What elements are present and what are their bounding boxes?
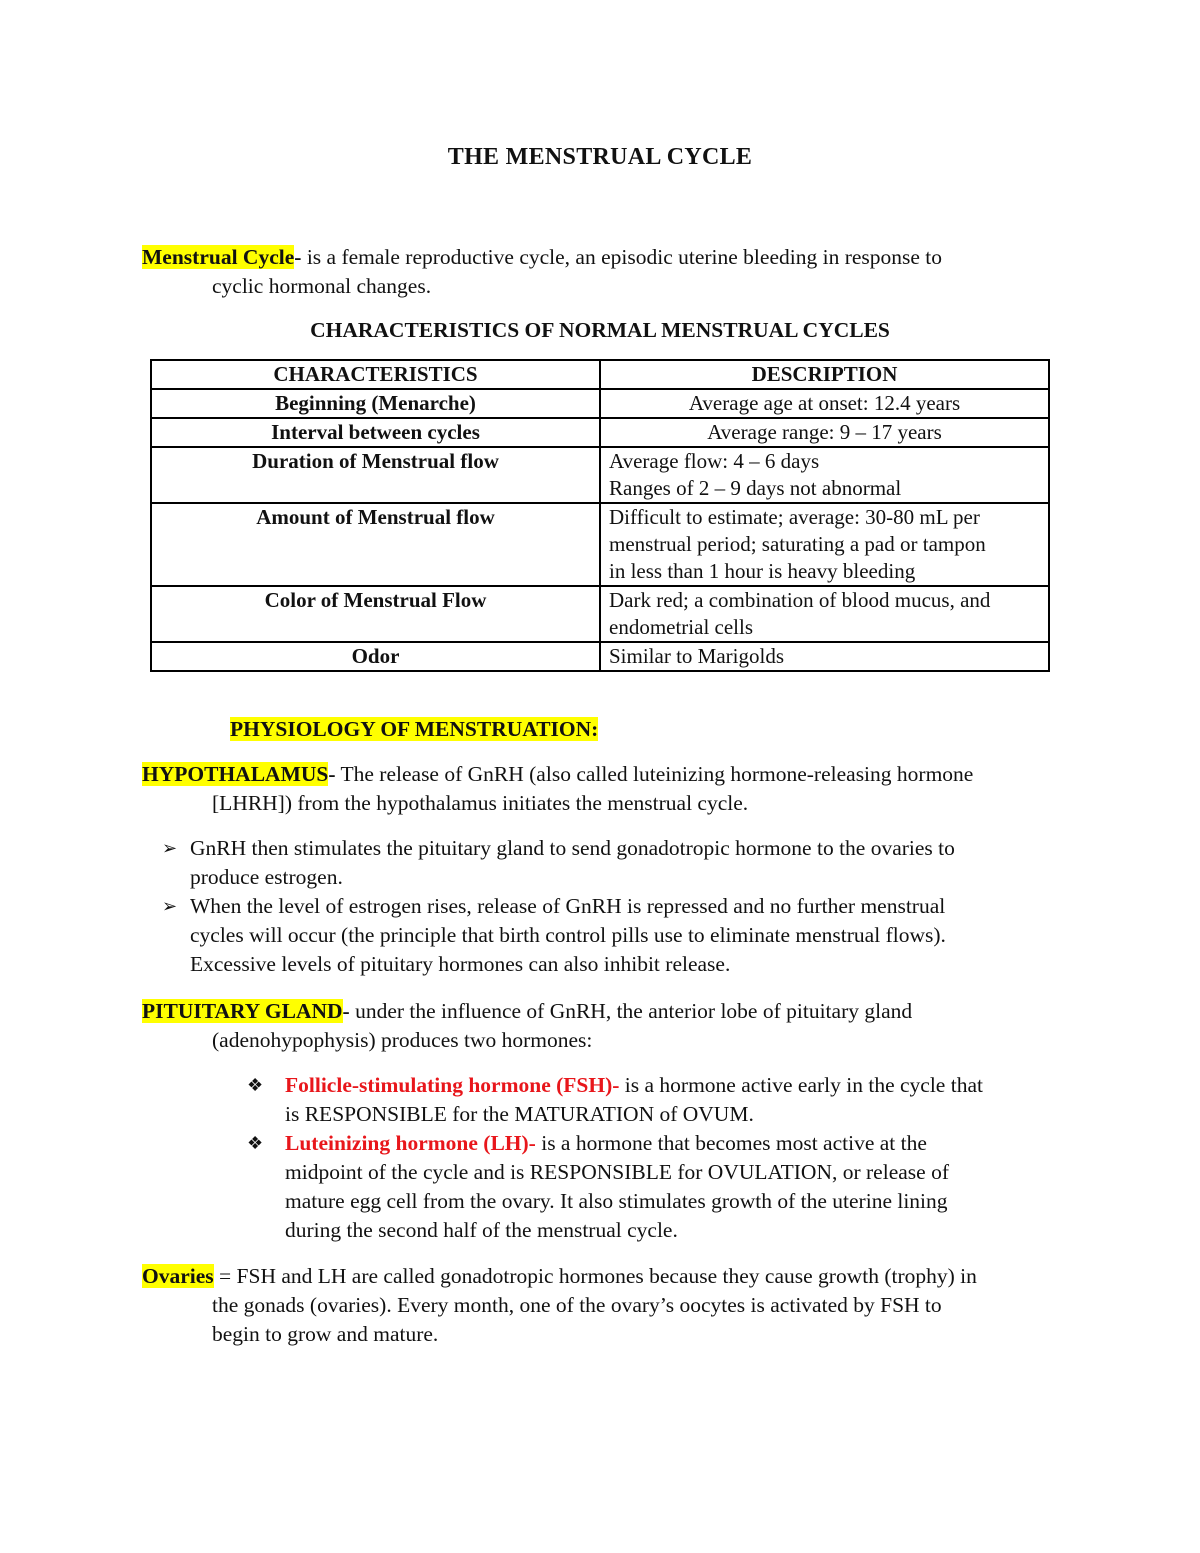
bullet-line [285, 1129, 1075, 1158]
description-line: Average flow: 4 – 6 days [609, 449, 820, 473]
pituitary-hormones [235, 1071, 1075, 1245]
list-item [140, 892, 1040, 979]
header-description: DESCRIPTION [600, 360, 1049, 389]
row-characteristic: Amount of Menstrual flow [151, 503, 600, 586]
hypothalamus-line2: [LHRH]) from the hypothalamus initiates the menstrual cycle. [212, 791, 749, 815]
table-row [151, 586, 1049, 642]
bullet-line: cycles will occur (the principle that birth control pills use to eliminate menstrual flows). [190, 923, 946, 947]
intro-line1: is a female reproductive cycle, an episodic uterine bleeding in response to [301, 245, 943, 269]
hypothalamus-term: HYPOTHALAMUS [142, 762, 329, 786]
bullet-line: during the second half of the menstrual cycle. [285, 1218, 678, 1242]
arrow-bullet-icon: ➢ [162, 896, 178, 916]
arrow-bullet-icon: ➢ [162, 838, 178, 858]
table-title: CHARACTERISTICS OF NORMAL MENSTRUAL CYCLES [310, 318, 890, 342]
row-characteristic: Color of Menstrual Flow [151, 586, 600, 642]
bullet-line: midpoint of the cycle and is RESPONSIBLE for OVULATION, or release of [285, 1160, 949, 1184]
hypothalamus-dash: - [328, 762, 336, 786]
row-description [600, 503, 1049, 586]
hormone-text: is a hormone active early in the cycle that [619, 1073, 983, 1097]
table-row [151, 389, 1049, 418]
ovaries-line3: begin to grow and mature. [212, 1322, 439, 1346]
hormone-text: is a hormone that becomes most active at the [535, 1131, 927, 1155]
diamond-bullet-icon: ❖ [247, 1133, 264, 1153]
ovaries-line1: = FSH and LH are called gonadotropic hormones because they cause growth (trophy) in [213, 1264, 977, 1288]
document-title: THE MENSTRUAL CYCLE [447, 144, 753, 170]
pituitary-line2: (adenohypophysis) produces two hormones: [212, 1028, 593, 1052]
intro-line2: cyclic hormonal changes. [212, 274, 432, 298]
intro-dash: - [294, 245, 302, 269]
diamond-bullet-icon: ❖ [247, 1075, 264, 1095]
bullet-line [285, 1071, 1075, 1100]
pituitary-line1: under the influence of GnRH, the anterior lobe of pituitary gland [349, 999, 913, 1023]
description-line: Dark red; a combination of blood mucus, and [609, 588, 991, 612]
bullet-line: is RESPONSIBLE for the MATURATION of OVUM. [285, 1102, 754, 1126]
description-line: Difficult to estimate; average: 30-80 mL per [609, 505, 980, 529]
table-row [151, 503, 1049, 586]
pituitary-term: PITUITARY GLAND [142, 999, 343, 1023]
hormone-name: Follicle-stimulating hormone (FSH)- [285, 1073, 620, 1097]
characteristics-table [150, 359, 1050, 672]
row-description: Similar to Marigolds [600, 642, 1049, 671]
physiology-heading: PHYSIOLOGY OF MENSTRUATION: [230, 717, 599, 741]
row-description [600, 447, 1049, 503]
header-characteristics: CHARACTERISTICS [151, 360, 600, 389]
bullet-line: produce estrogen. [190, 865, 343, 889]
table-row [151, 447, 1049, 503]
row-description: Average range: 9 – 17 years [600, 418, 1049, 447]
intro-paragraph [142, 243, 1062, 301]
physiology-heading-wrap [230, 715, 930, 744]
list-item [235, 1129, 1075, 1245]
bullet-line: mature egg cell from the ovary. It also stimulates growth of the uterine lining [285, 1189, 948, 1213]
hypothalamus-paragraph [142, 760, 1062, 818]
row-description [600, 586, 1049, 642]
table-header-row [151, 360, 1049, 389]
hypothalamus-bullets [140, 834, 1040, 979]
row-characteristic: Odor [151, 642, 600, 671]
list-item [235, 1071, 1075, 1129]
table-row [151, 642, 1049, 671]
description-line: menstrual period; saturating a pad or tampon [609, 532, 986, 556]
bullet-line: When the level of estrogen rises, release of GnRH is repressed and no further menstrual [190, 894, 946, 918]
row-description: Average age at onset: 12.4 years [600, 389, 1049, 418]
bullet-line: Excessive levels of pituitary hormones can also inhibit release. [190, 952, 731, 976]
description-line: endometrial cells [609, 615, 754, 639]
ovaries-line2: the gonads (ovaries). Every month, one of the ovary’s oocytes is activated by FSH to [212, 1293, 942, 1317]
row-characteristic: Beginning (Menarche) [151, 389, 600, 418]
hormone-name: Luteinizing hormone (LH)- [285, 1131, 536, 1155]
list-item [140, 834, 1040, 892]
intro-term: Menstrual Cycle [142, 245, 295, 269]
pituitary-paragraph [142, 997, 1062, 1055]
ovaries-term: Ovaries [142, 1264, 214, 1288]
description-line: Ranges of 2 – 9 days not abnormal [609, 476, 902, 500]
ovaries-paragraph [142, 1262, 1082, 1349]
bullet-line: GnRH then stimulates the pituitary gland to send gonadotropic hormone to the ovaries to [190, 836, 955, 860]
row-characteristic: Interval between cycles [151, 418, 600, 447]
row-characteristic: Duration of Menstrual flow [151, 447, 600, 503]
hypothalamus-line1: The release of GnRH (also called luteinizing hormone-releasing hormone [335, 762, 974, 786]
description-line: in less than 1 hour is heavy bleeding [609, 559, 916, 583]
pituitary-dash: - [342, 999, 350, 1023]
table-row [151, 418, 1049, 447]
